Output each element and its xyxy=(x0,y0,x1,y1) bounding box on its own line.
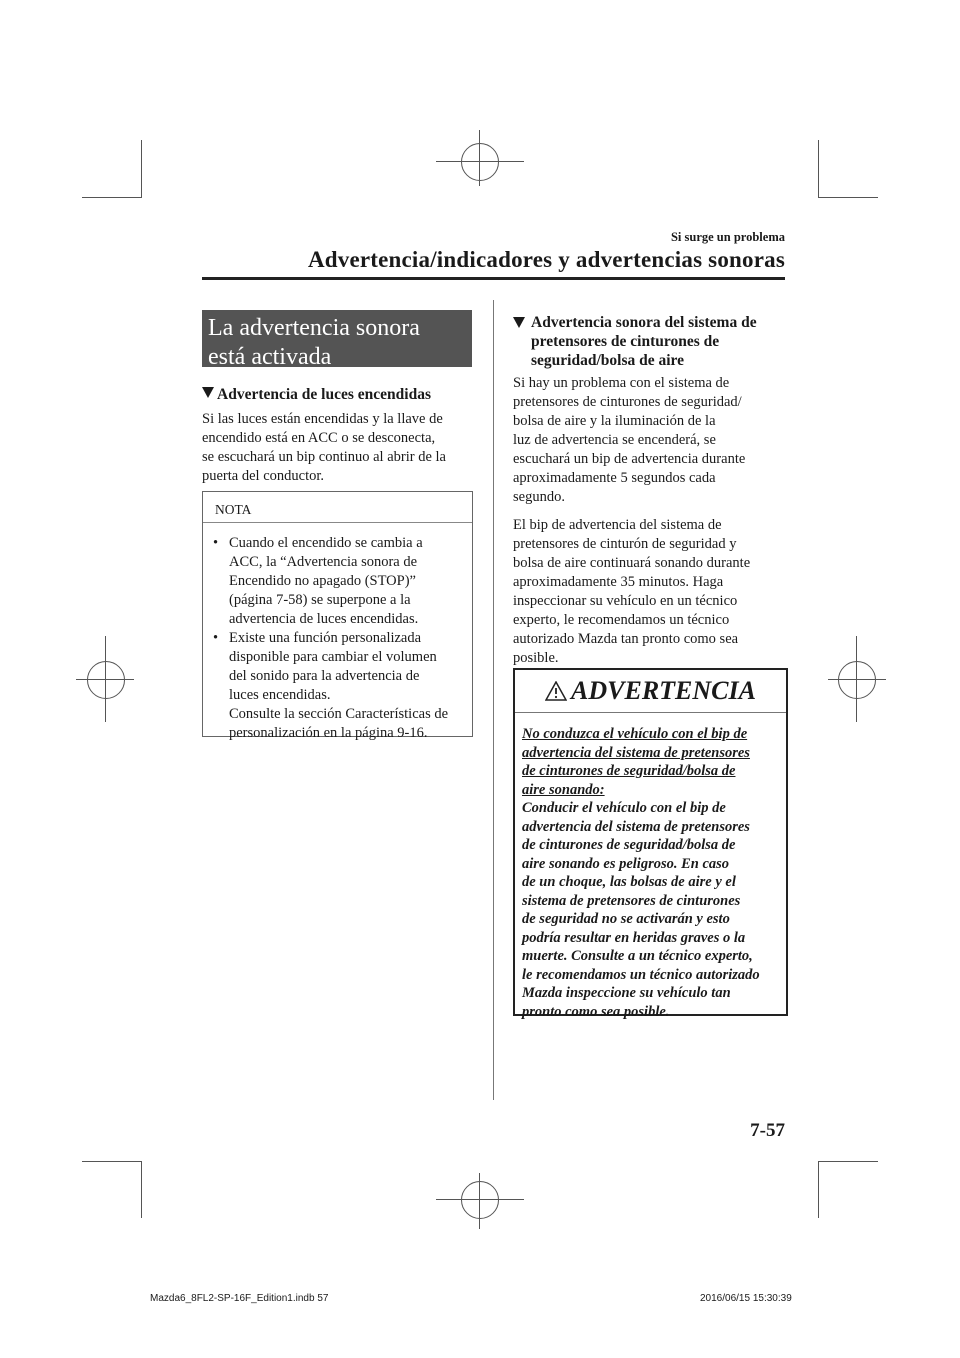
left-subheading-text: Advertencia de luces encendidas xyxy=(217,386,431,403)
bullet-icon: • xyxy=(213,630,219,646)
section-banner xyxy=(202,310,472,370)
note-item-text: Cuando el encendido se cambia a ACC, la “Advertencia sonora de Encendido no apagado (STOP)” (página 7-58) se superpone a la advertencia de luces encendidas. xyxy=(229,535,423,627)
triangle-icon xyxy=(513,317,525,328)
right-subheading xyxy=(513,313,793,370)
note-item-text: Existe una función personalizada disponible para cambiar el volumen del sonido para la advertencia de luces encendidas. Consulte la sección Características de personalización en la página 9-16. xyxy=(229,630,449,741)
right-paragraph-2: El bip de advertencia del sistema de pretensores de cinturón de seguridad y bolsa de aire continuará sonando durante aproximadamente 35 minutos. Haga inspeccionar su vehículo en un técnico experto, le recomendamos un técnico autorizado Mazda tan pronto como sea posible. xyxy=(513,517,751,666)
left-paragraph: Si las luces están encendidas y la llave de encendido está en ACC o se desconecta, se escuchará un bip continuo al abrir de la puerta del conductor. xyxy=(202,411,446,484)
bullet-icon: • xyxy=(213,535,219,551)
warning-triangle-icon xyxy=(545,681,567,701)
note-box xyxy=(202,491,473,741)
section-label: Si surge un problema xyxy=(670,230,785,244)
warning-box xyxy=(513,668,788,1020)
warning-body-text: Conducir el vehículo con el bip de advertencia del sistema de pretensores de cinturones de seguridad/bolsa de aire sonando es peligroso. En caso de un choque, las bolsas de aire y el sistema de pretensores de cinturones de seguridad no se activarán y esto podría resultar en heridas graves o la muerte. Consulte a un técnico experto, le recomendamos un técnico autorizado Mazda inspeccione su vehículo tan pronto como sea posible. xyxy=(522,800,760,1020)
note-label: NOTA xyxy=(215,502,252,517)
left-subheading xyxy=(202,385,431,404)
header-rule xyxy=(202,277,785,280)
banner-line-2: está activada xyxy=(208,344,332,370)
page-number: 7-57 xyxy=(750,1120,785,1141)
warning-divider xyxy=(515,712,786,713)
column-divider xyxy=(493,300,494,1100)
right-subheading-text: Advertencia sonora del sistema de pretensores de cinturones de seguridad/bolsa de aire xyxy=(531,314,757,369)
footer-timestamp: 2016/06/15 15:30:39 xyxy=(700,1293,792,1304)
warning-underlined-text: No conduzca el vehículo con el bip de advertencia del sistema de pretensores de cinturones de seguridad/bolsa de aire sonando: xyxy=(522,726,750,798)
note-divider xyxy=(203,522,472,523)
warning-title xyxy=(515,676,786,706)
warning-title-text: ADVERTENCIA xyxy=(571,676,756,705)
chapter-title: Advertencia/indicadores y advertencias sonoras xyxy=(307,247,785,272)
right-paragraph-1: Si hay un problema con el sistema de pretensores de cinturones de seguridad/ bolsa de aire y la iluminación de la luz de advertencia se encenderá, se escuchará un bip de advertencia durante aproximadamente 5 segundos cada segundo. xyxy=(513,375,746,505)
triangle-icon xyxy=(202,387,214,398)
footer-file: Mazda6_8FL2-SP-16F_Edition1.indb 57 xyxy=(150,1293,329,1304)
banner-line-1: La advertencia sonora xyxy=(208,315,420,341)
